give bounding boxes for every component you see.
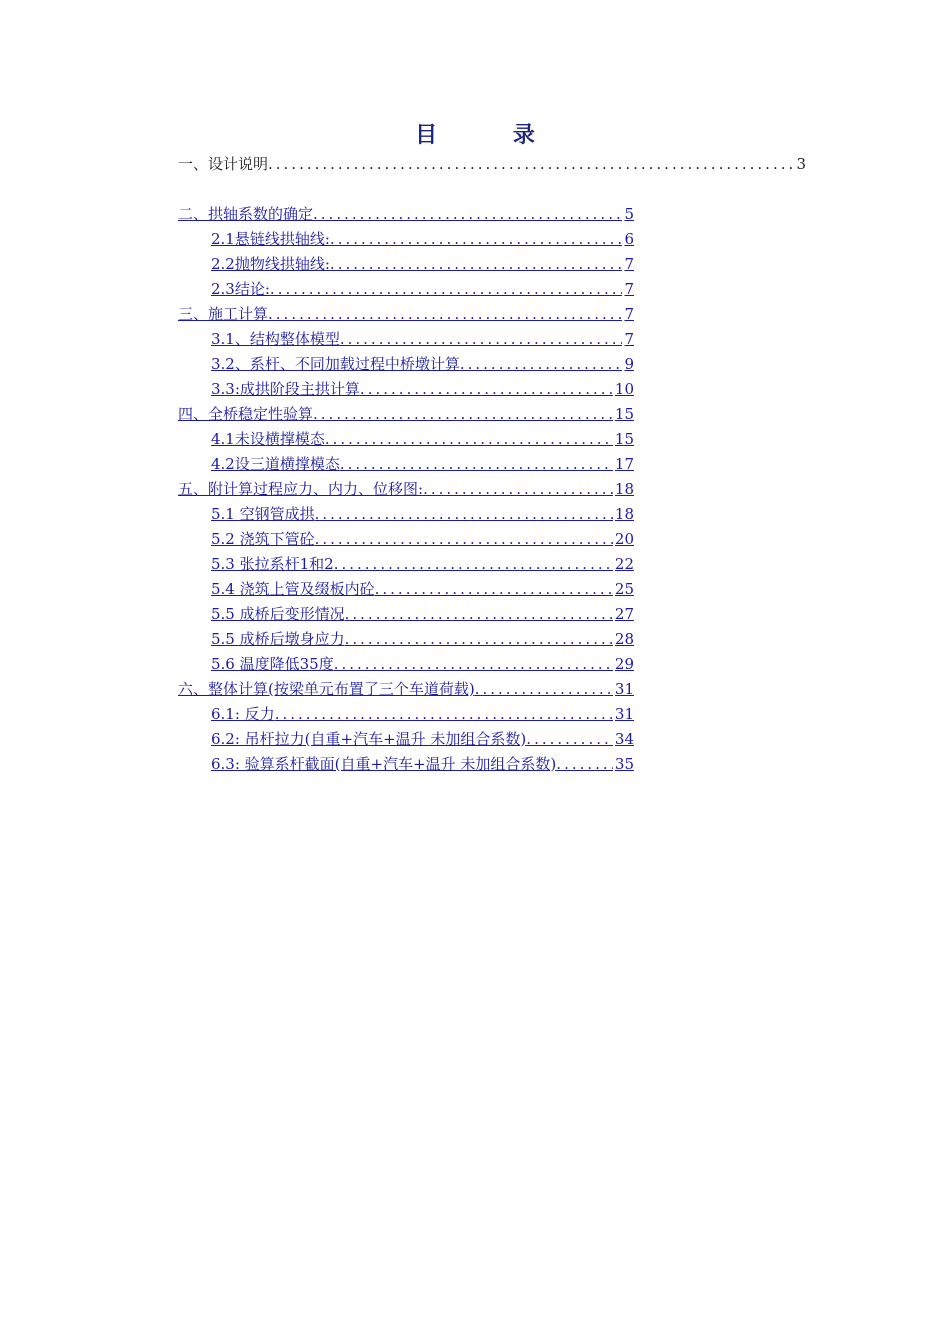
toc-entry-page: 35: [614, 755, 634, 773]
toc-entry-label: 5.3 张拉系杆1和2: [211, 555, 334, 573]
toc-leader-dots: [315, 530, 613, 548]
toc-entry-label: 5.1 空钢管成拱: [211, 505, 315, 523]
toc-entry[interactable]: [211, 499, 634, 523]
toc-entry-page: 7: [624, 255, 634, 273]
toc-entry-page: 10: [614, 380, 634, 398]
toc-entry-page: 7: [624, 330, 634, 348]
toc-leader-dots: [330, 255, 623, 273]
toc-entry-label: 三、施工计算: [178, 305, 269, 323]
toc-entry-page: 18: [614, 505, 634, 523]
toc-leader-dots: [375, 580, 613, 598]
toc-entry-label: 2.2抛物线拱轴线:: [211, 255, 330, 273]
toc-entry-label: 5.2 浇筑下管砼: [211, 530, 315, 548]
toc-leader-dots: [270, 280, 623, 298]
toc-leader-dots: [475, 680, 613, 698]
toc-entry[interactable]: [211, 624, 634, 648]
toc-entry-label: 6.3: 验算系杆截面(自重+汽车+温升 未加组合系数): [211, 755, 557, 773]
toc-entry-page: 15: [614, 430, 634, 448]
toc-entry-label: 2.1悬链线拱轴线:: [211, 230, 330, 248]
toc-entry[interactable]: [211, 549, 634, 573]
toc-entry[interactable]: [211, 249, 634, 273]
toc-entry-page: 7: [624, 280, 634, 298]
toc-entry[interactable]: [211, 324, 634, 348]
toc-leader-dots: [268, 305, 622, 323]
toc-entry-label: 2.3结论:: [211, 280, 270, 298]
toc-entry[interactable]: [211, 574, 634, 598]
toc-leader-dots: [313, 205, 622, 223]
toc-entry[interactable]: [178, 199, 634, 223]
toc-entry[interactable]: [211, 649, 634, 673]
toc-entry[interactable]: [211, 749, 634, 773]
toc-entry-label: 6.1: 反力: [211, 705, 275, 723]
toc-entry[interactable]: [211, 699, 634, 723]
toc-entry[interactable]: [211, 349, 634, 373]
toc-leader-dots: [460, 355, 623, 373]
toc-leader-dots: [334, 655, 613, 673]
toc-entry-page: 31: [614, 680, 634, 698]
toc-entry[interactable]: [211, 224, 634, 248]
toc-entry[interactable]: [211, 274, 634, 298]
toc-leader-dots: [334, 555, 613, 573]
toc-entry-page: 27: [614, 605, 634, 623]
toc-leader-dots: [526, 730, 613, 748]
toc-title: 目 录: [415, 123, 569, 148]
toc-entry-page: 25: [614, 580, 634, 598]
toc-leader-dots: [345, 630, 613, 648]
toc-entry-label: 四、全桥稳定性验算: [178, 405, 314, 423]
toc-entry-page: 17: [614, 455, 634, 473]
toc-entry-page: 7: [624, 305, 634, 323]
toc-leader-dots: [340, 330, 623, 348]
toc-entry-page: 22: [614, 555, 634, 573]
toc-entry-label: 5.6 温度降低35度: [211, 655, 334, 673]
toc-entry-page: 3: [796, 155, 806, 173]
toc-entry-label: 3.1、结构整体模型: [211, 330, 340, 348]
toc-entry-label: 3.3:成拱阶段主拱计算: [211, 380, 360, 398]
toc-entry[interactable]: [178, 674, 634, 698]
toc-leader-dots: [556, 755, 613, 773]
toc-entry-label: 六、整体计算(按梁单元布置了三个车道荷载): [178, 680, 475, 698]
toc-entry[interactable]: [211, 524, 634, 548]
toc-entry-label: 5.5 成桥后变形情况: [211, 605, 345, 623]
toc-entry[interactable]: [211, 599, 634, 623]
toc-leader-dots: [275, 705, 613, 723]
toc-leader-dots: [313, 405, 613, 423]
toc-entry-page: 28: [614, 630, 634, 648]
toc-entry[interactable]: [178, 474, 634, 498]
toc-entry-page: 34: [614, 730, 634, 748]
toc-leader-dots: [345, 605, 613, 623]
toc-entry-label: 五、附计算过程应力、内力、位移图:: [178, 480, 424, 498]
toc-entry-label: 4.2设三道横撑模态: [211, 455, 340, 473]
toc-leader-dots: [268, 155, 794, 173]
toc-entry-label: 一、设计说明: [178, 155, 269, 173]
toc-entry-page: 20: [614, 530, 634, 548]
toc-entry-page: 6: [624, 230, 634, 248]
toc-entry-label: 4.1未设横撑模态: [211, 430, 325, 448]
toc-entry[interactable]: [178, 149, 806, 173]
toc-entry[interactable]: [178, 399, 634, 423]
toc-entry-page: 31: [614, 705, 634, 723]
toc-entry[interactable]: [211, 424, 634, 448]
toc-leader-dots: [360, 380, 613, 398]
toc-leader-dots: [325, 430, 613, 448]
toc-entry-label: 6.2: 吊杆拉力(自重+汽车+温升 未加组合系数): [211, 730, 527, 748]
toc-entry-label: 3.2、系杆、不同加载过程中桥墩计算: [211, 355, 460, 373]
toc-leader-dots: [315, 505, 613, 523]
toc-leader-dots: [330, 230, 623, 248]
toc-entry-label: 二、拱轴系数的确定: [178, 205, 314, 223]
toc-entry[interactable]: [211, 449, 634, 473]
toc-entry-page: 9: [624, 355, 634, 373]
toc-entry-page: 5: [624, 205, 634, 223]
toc-leader-dots: [340, 455, 613, 473]
toc-entry[interactable]: [178, 299, 634, 323]
toc-entry-page: 15: [614, 405, 634, 423]
toc-entry[interactable]: [211, 724, 634, 748]
toc-entry-label: 5.4 浇筑上管及缀板内砼: [211, 580, 375, 598]
toc-entry-page: 29: [614, 655, 634, 673]
toc-entry-label: 5.5 成桥后墩身应力: [211, 630, 345, 648]
toc-entry-page: 18: [614, 480, 634, 498]
toc-leader-dots: [423, 480, 613, 498]
toc-entry[interactable]: [211, 374, 634, 398]
